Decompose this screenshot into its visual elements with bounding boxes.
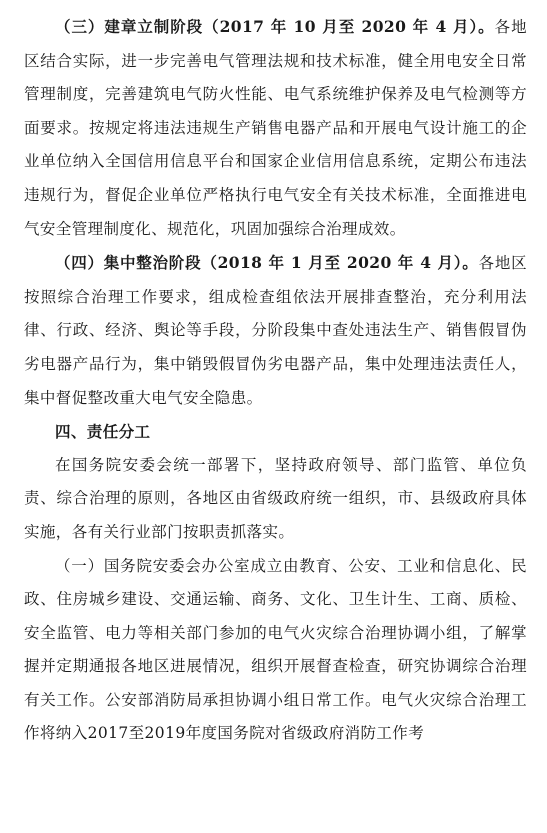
- coordination-paragraph: （一）国务院安委会办公室成立由教育、公安、工业和信息化、民政、住房城乡建设、交通运输、商务、文化、卫生计生、工商、质检、安全监管、电力等相关部门参加的电气火灾综合治理协调小组，了解掌握并定期通报各地区进展情况，组织开展督查检查，研究协调综合治理有关工作。公安部消防局承担协调小组日常工作。电气火灾综合治理工作将纳入2017至2019年度国务院对省级政府消防工作考: [24, 556, 527, 743]
- section-4-paragraph: [24, 246, 527, 415]
- responsibility-paragraph: 在国务院安委会统一部署下，坚持政府领导、部门监管、单位负责、综合治理的原则，各地区由省级政府统一组织，市、县级政府具体实施，各有关行业部门按职责抓落实。: [24, 455, 527, 541]
- section-heading: 四、责任分工: [55, 422, 151, 442]
- section-4-body: 各地区按照综合治理工作要求，组成检查组依法开展排查整治，充分利用法律、行政、经济、舆论等手段，分阶段集中查处违法生产、销售假冒伪劣电器产品行为，集中销毁假冒伪劣电器产品，集中处理违法责任人，集中督促整改重大电气安全隐患。: [24, 254, 527, 407]
- document-page: [24, 10, 527, 751]
- section-3-body: 各地区结合实际，进一步完善电气管理法规和技术标准，健全用电安全日常管理制度，完善建筑电气防火性能、电气系统维护保养及电气检测等方面要求。按规定将违法违规生产销售电器产品和开展电气设计施工的企业单位纳入全国信用信息平台和国家企业信用信息系统，定期公布违法违规行为，督促企业单位严格执行电气安全有关技术标准，全面推进电气安全管理制度化、规范化，巩固加强综合治理成效。: [24, 18, 527, 238]
- section-3-paragraph: [24, 10, 527, 246]
- section-4-lead: （四）集中整治阶段（2018 年 1 月至 2020 年 4 月）。: [55, 253, 479, 273]
- section-3-lead: （三）建章立制阶段（2017 年 10 月至 2020 年 4 月）。: [55, 17, 495, 36]
